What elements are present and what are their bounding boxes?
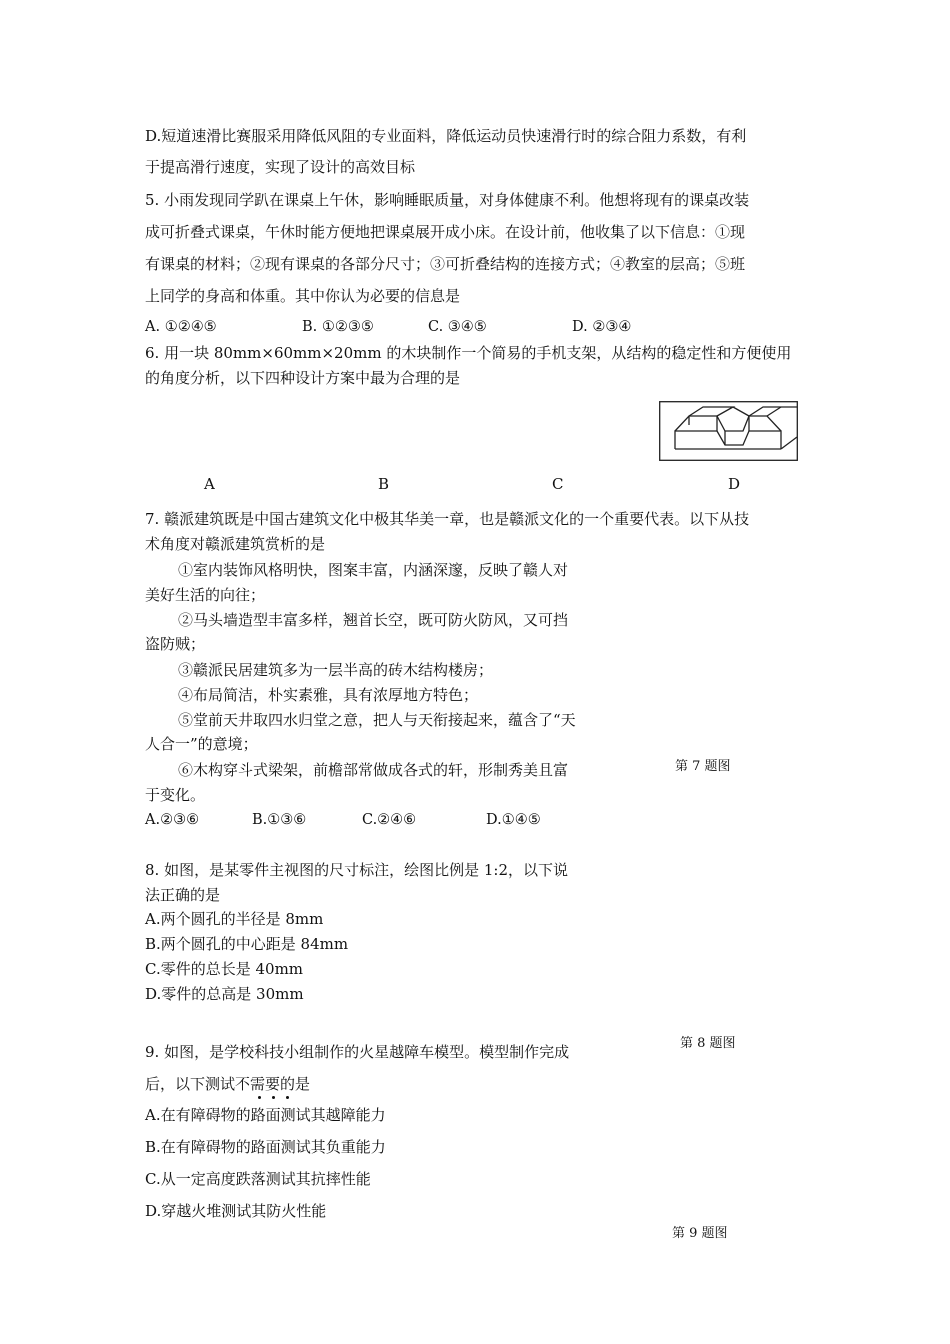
- q6-label-c: C: [552, 475, 564, 493]
- q9-option-b: B.在有障碍物的路面测试其负重能力: [145, 1138, 386, 1156]
- q9-figure-caption: 第 9 题图: [672, 1226, 728, 1241]
- q6-stem-line1: 6. 用一块 80mm×60mm×20mm 的木块制作一个简易的手机支架，从结构的稳定性和方便使用: [145, 344, 792, 362]
- q7-stem-line1: 7. 赣派建筑既是中国古建筑文化中极其华美一章，也是赣派文化的一个重要代表。以下从技: [145, 510, 750, 528]
- q7-item6-line1: ⑥木构穿斗式梁架，前檐部常做成各式的轩，形制秀美且富: [178, 761, 569, 779]
- q8-figure-caption: 第 8 题图: [680, 1036, 736, 1051]
- q8-option-d: D.零件的总高是 30mm: [145, 985, 304, 1003]
- q5-stem-line1: 5. 小雨发现同学趴在课桌上午休，影响睡眠质量，对身体健康不利。他想将现有的课桌改装: [145, 191, 750, 209]
- block-right-front: [749, 431, 781, 449]
- q7-option-c: C.②④⑥: [362, 812, 417, 828]
- q7-item4: ④布局简洁，朴实素雅，具有浓厚地方特色；: [178, 686, 479, 704]
- q5-option-a: A. ①②④⑤: [145, 319, 217, 335]
- q8-option-a: A.两个圆孔的半径是 8mm: [145, 910, 324, 928]
- q8-option-b: B.两个圆孔的中心距是 84mm: [145, 935, 349, 953]
- q4-option-d-line1: D.短道速滑比赛服采用降低风阻的专业面料，降低运动员快速滑行时的综合阻力系数，有利: [145, 127, 747, 145]
- q6-label-a: A: [204, 475, 215, 493]
- q8-option-c: C.零件的总长是 40mm: [145, 960, 304, 978]
- q5-stem-line3: 有课桌的材料；②现有课桌的各部分尺寸；③可折叠结构的连接方式；④教室的层高；⑤班: [145, 255, 746, 273]
- q6-label-b: B: [378, 475, 390, 493]
- q8-stem-line2: 法正确的是: [145, 886, 221, 904]
- q9-stem-line2: 后，以下测试不需要的是: [145, 1075, 311, 1093]
- emphasis-dots: [258, 1096, 298, 1102]
- q7-item3: ③赣派民居建筑多为一层半高的砖木结构楼房；: [178, 661, 494, 679]
- q8-stem-line1: 8. 如图，是某零件主视图的尺寸标注，绘图比例是 1:2，以下说: [145, 861, 568, 879]
- q7-item2-line2: 盗防贼；: [145, 635, 206, 653]
- q7-item1-line1: ①室内装饰风格明快，图案丰富，内涵深邃，反映了赣人对: [178, 561, 569, 579]
- q9-option-c: C.从一定高度跌落测试其抗摔性能: [145, 1170, 371, 1188]
- q7-item5-line2: 人合一”的意境；: [145, 735, 258, 753]
- q7-item2-line1: ②马头墙造型丰富多样，翘首长空，既可防火防风，又可挡: [178, 611, 569, 629]
- q6-design-d-figure: [659, 401, 798, 461]
- q7-item1-line2: 美好生活的向往；: [145, 586, 266, 604]
- q9-option-d: D.穿越火堆测试其防火性能: [145, 1202, 327, 1220]
- q7-option-d: D.①④⑤: [486, 812, 541, 828]
- q9-option-a: A.在有障碍物的路面测试其越障能力: [145, 1106, 386, 1124]
- q7-option-a: A.②③⑥: [145, 812, 200, 828]
- q6-label-d: D: [728, 475, 741, 493]
- q5-option-b: B. ①②③⑤: [302, 319, 374, 335]
- q5-option-c: C. ③④⑤: [428, 319, 487, 335]
- q7-option-b: B.①③⑥: [252, 812, 307, 828]
- q7-stem-line2: 术角度对赣派建筑赏析的是: [145, 535, 326, 553]
- q7-figure-caption: 第 7 题图: [675, 759, 731, 774]
- q7-item6-line2: 于变化。: [145, 786, 206, 804]
- block-left-front: [675, 431, 717, 449]
- q5-option-d: D. ②③④: [572, 319, 632, 335]
- q9-stem-line1: 9. 如图，是学校科技小组制作的火星越障车模型。模型制作完成: [145, 1043, 570, 1061]
- q5-stem-line2: 成可折叠式课桌，午休时能方便地把课桌展开成小床。在设计前，他收集了以下信息：①现: [145, 223, 746, 241]
- q6-stem-line2: 的角度分析，以下四种设计方案中最为合理的是: [145, 369, 461, 387]
- q5-stem-line4: 上同学的身高和体重。其中你认为必要的信息是: [145, 287, 461, 305]
- q7-item5-line1: ⑤堂前天井取四水归堂之意，把人与天衔接起来，蕴含了“天: [178, 711, 576, 729]
- q4-option-d-line2: 于提高滑行速度，实现了设计的高效目标: [145, 158, 416, 176]
